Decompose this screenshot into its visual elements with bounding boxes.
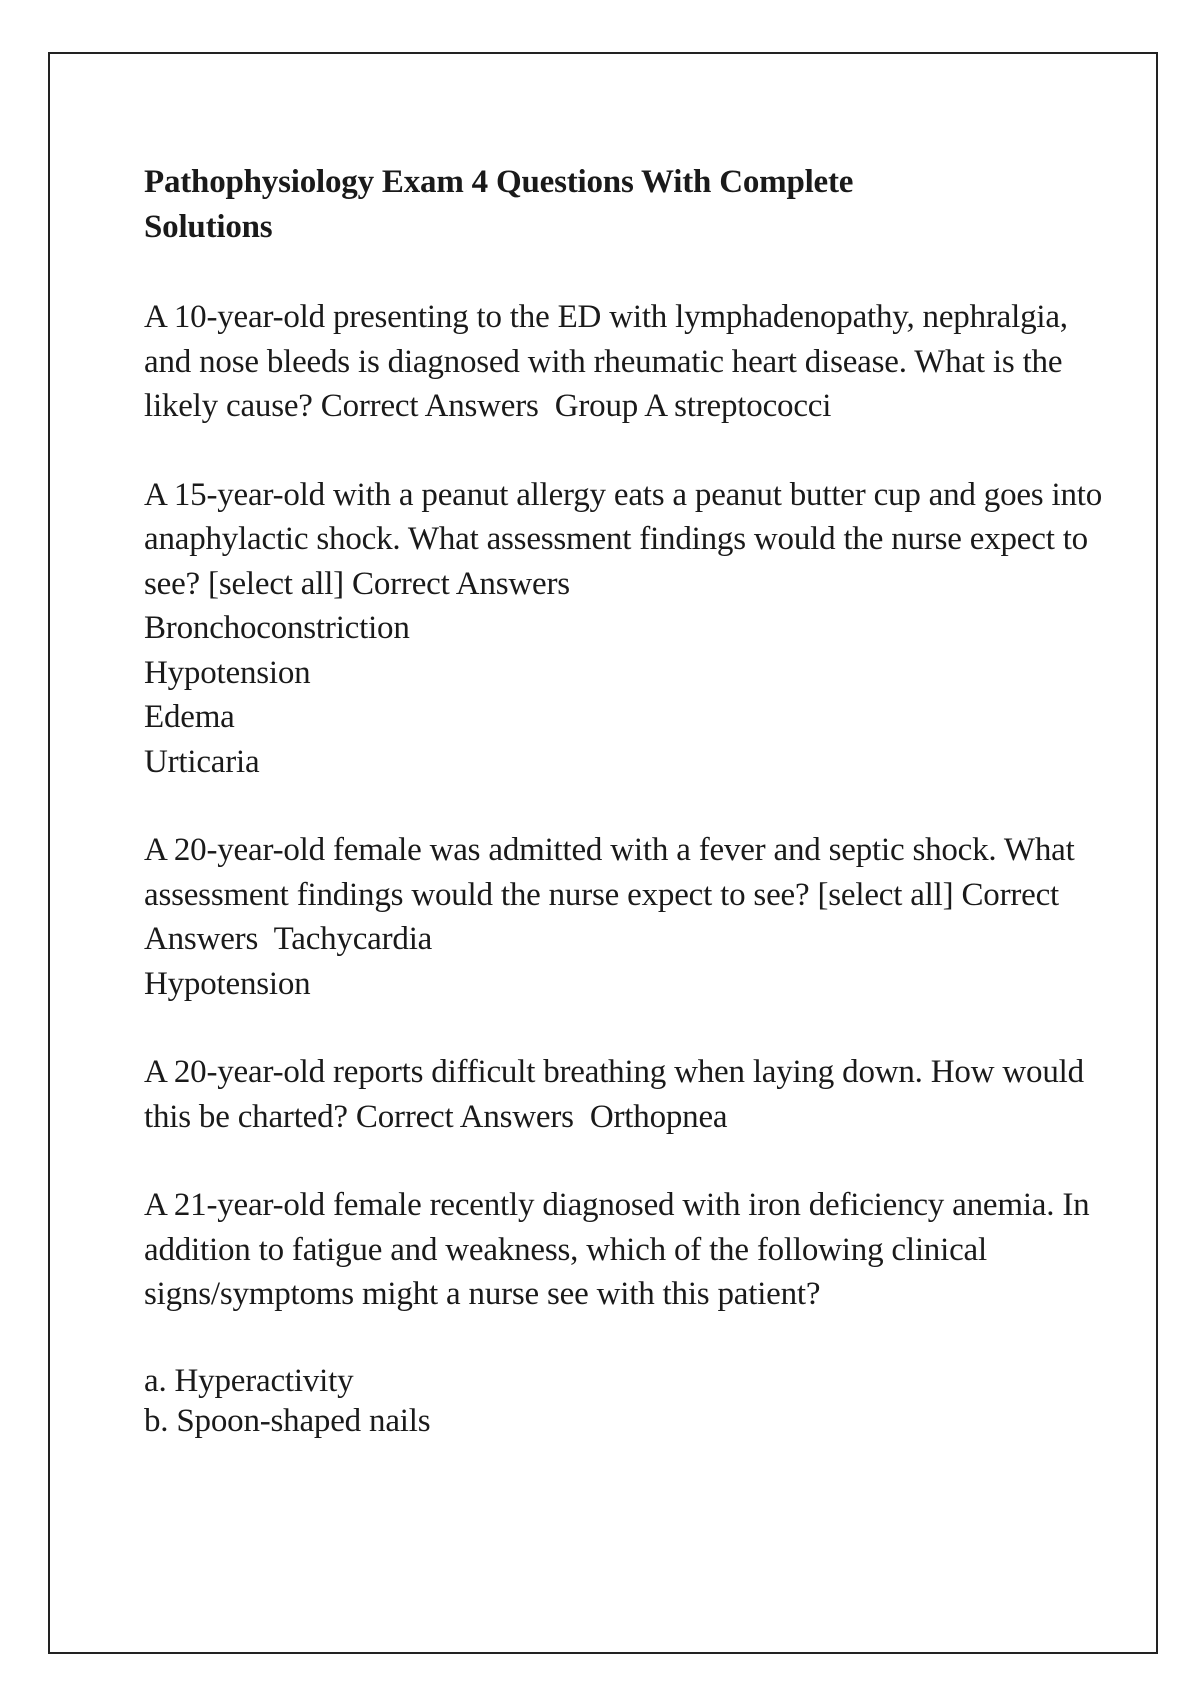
question-text: A 21-year-old female recently diagnosed with iron deficiency anemia. In addition to fatigue and weakness, which of the following clinical signs/symptoms might a nurse see with this patient? — [144, 1187, 1098, 1312]
option-item: b. Spoon-shaped nails — [144, 1402, 431, 1439]
question-block-5 — [144, 1183, 1104, 1317]
question-5-options — [144, 1361, 1104, 1441]
question-block-2 — [144, 473, 1111, 785]
question-text: A 10-year-old presenting to the ED with lymphadenopathy, nephralgia, and nose bleeds is diagnosed with rheumatic heart disease. What is the likely cause? Correct Answers Group A streptococci — [144, 299, 1076, 424]
question-text: A 20-year-old female was admitted with a fever and septic shock. What assessment findings would the nurse expect to see? [select all] Correct Answers Tachycardia — [144, 832, 1083, 957]
question-block-1 — [144, 295, 1104, 429]
document-page — [48, 52, 1158, 1654]
answer-line: Hypotension — [144, 654, 311, 691]
answer-line: Bronchoconstriction — [144, 610, 410, 646]
question-block-3 — [144, 828, 1104, 1006]
question-text: A 15-year-old with a peanut allergy eats a peanut butter cup and goes into anaphylactic shock. What assessment findings would the nurse expect to see? [select all] Correct Answers — [144, 476, 1111, 602]
document-title: Pathophysiology Exam 4 Questions With Complete Solutions — [144, 164, 854, 245]
answer-line: Edema — [144, 699, 235, 735]
question-block-4 — [144, 1050, 1104, 1139]
option-item: a. Hyperactivity — [144, 1362, 354, 1399]
answer-line: Hypotension — [144, 965, 311, 1002]
question-text: A 20-year-old reports difficult breathing when laying down. How would this be charted? Correct Answers Orthopnea — [144, 1054, 1092, 1135]
document-content — [144, 160, 1111, 1441]
answer-line: Urticaria — [144, 743, 260, 780]
